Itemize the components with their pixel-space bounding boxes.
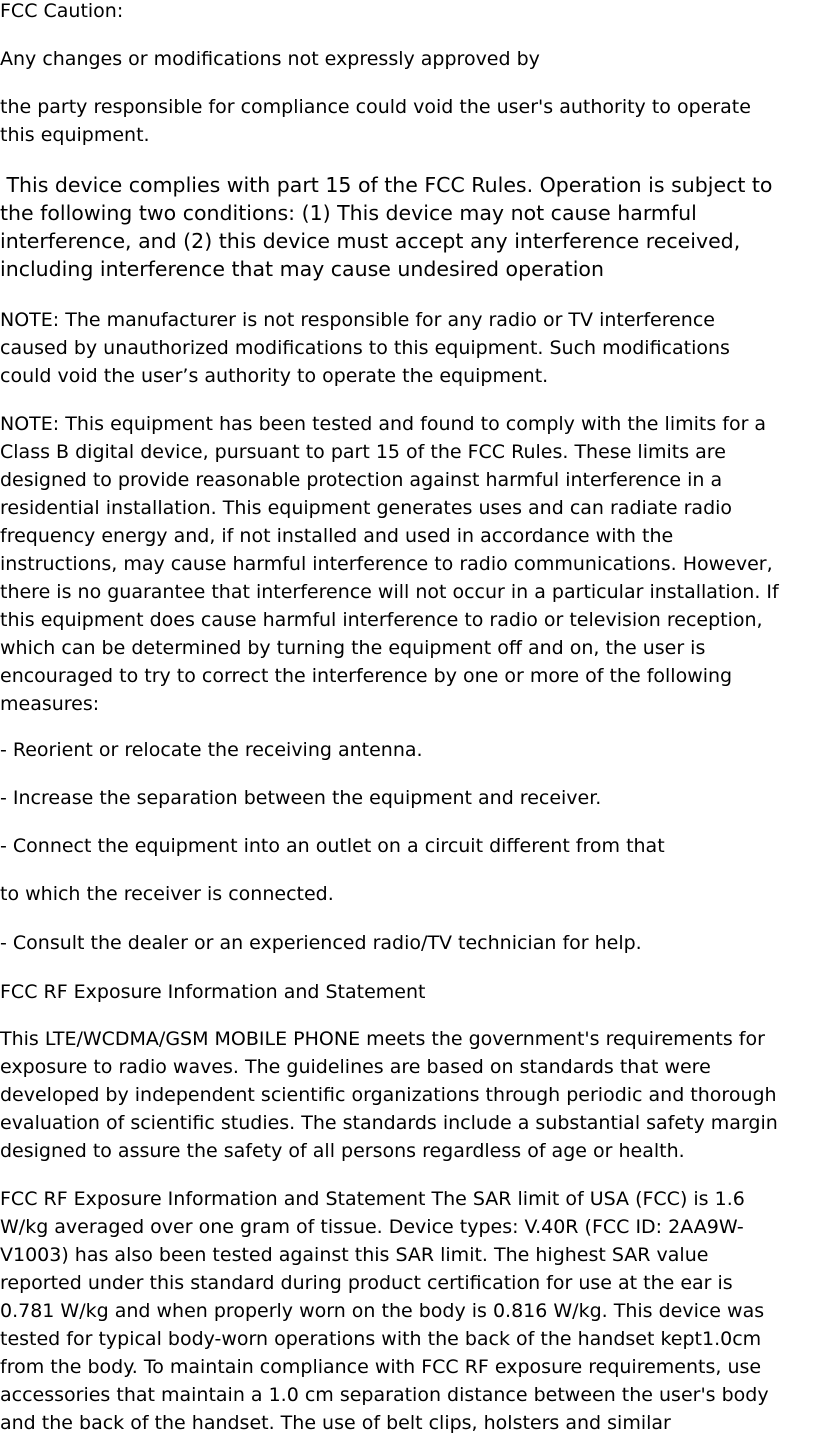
paragraph-line: this equipment does cause harmful interference to radio or television reception, <box>0 609 763 631</box>
paragraph-line: instructions, may cause harmful interference to radio communications. However, <box>0 553 773 575</box>
paragraph-line: developed by independent scientific organizations through periodic and thorough <box>0 1084 777 1106</box>
paragraph-line: NOTE: The manufacturer is not responsible for any radio or TV interference <box>0 309 715 331</box>
paragraph-line: designed to provide reasonable protection against harmful interference in a <box>0 469 723 491</box>
paragraph-line: This LTE/WCDMA/GSM MOBILE PHONE meets the government's requirements for <box>0 1028 765 1050</box>
paragraph-line: and the back of the handset. The use of belt clips, holsters and similar <box>0 1412 671 1433</box>
paragraph-line: reported under this standard during product certification for use at the ear is <box>0 1272 733 1294</box>
paragraph-line: the following two conditions: (1) This device may not cause harmful <box>0 201 697 225</box>
paragraph-line: residential installation. This equipment generates uses and can radiate radio <box>0 497 733 519</box>
paragraph-line: interference, and (2) this device must accept any interference received, <box>0 229 741 253</box>
paragraph-line: including interference that may cause undesired operation <box>0 257 604 281</box>
paragraph-line: V1003) has also been tested against this SAR limit. The highest SAR value <box>0 1244 709 1266</box>
paragraph-line: evaluation of scientific studies. The standards include a substantial safety margin <box>0 1112 778 1134</box>
paragraph-line: FCC RF Exposure Information and Statement The SAR limit of USA (FCC) is 1.6 <box>0 1188 745 1210</box>
paragraph-line: measures: <box>0 693 100 715</box>
paragraph-line: this equipment. <box>0 124 150 146</box>
paragraph-line: could void the user’s authority to operate the equipment. <box>0 365 549 387</box>
paragraph-line: tested for typical body-worn operations with the back of the handset kept1.0cm <box>0 1328 762 1350</box>
paragraph-line: This device complies with part 15 of the FCC Rules. Operation is subject to <box>0 173 773 197</box>
paragraph-line: frequency energy and, if not installed and used in accordance with the <box>0 525 674 547</box>
paragraph-line: exposure to radio waves. The guidelines are based on standards that were <box>0 1056 711 1078</box>
section-heading: FCC RF Exposure Information and Statement <box>0 981 426 1003</box>
paragraph-line: designed to assure the safety of all persons regardless of age or health. <box>0 1140 685 1162</box>
doc-title: FCC Caution: <box>0 0 124 22</box>
paragraph-line: caused by unauthorized modifications to this equipment. Such modifications <box>0 337 730 359</box>
paragraph-line: the party responsible for compliance could void the user's authority to operate <box>0 96 751 118</box>
paragraph-line: accessories that maintain a 1.0 cm separation distance between the user's body <box>0 1384 769 1406</box>
paragraph-line: NOTE: This equipment has been tested and found to comply with the limits for a <box>0 413 767 435</box>
measure-item: - Reorient or relocate the receiving antenna. <box>0 739 423 761</box>
measure-item: to which the receiver is connected. <box>0 883 334 905</box>
paragraph-line: which can be determined by turning the equipment off and on, the user is <box>0 637 706 659</box>
paragraph-line: from the body. To maintain compliance with FCC RF exposure requirements, use <box>0 1356 762 1378</box>
paragraph-line: encouraged to try to correct the interference by one or more of the following <box>0 665 733 687</box>
measure-item: - Connect the equipment into an outlet on a circuit different from that <box>0 835 665 857</box>
paragraph-line: 0.781 W/kg and when properly worn on the body is 0.816 W/kg. This device was <box>0 1300 765 1322</box>
paragraph-line: Class B digital device, pursuant to part 15 of the FCC Rules. These limits are <box>0 441 726 463</box>
paragraph-line: W/kg averaged over one gram of tissue. Device types: V.40R (FCC ID: 2AA9W- <box>0 1216 744 1238</box>
paragraph-line: there is no guarantee that interference will not occur in a particular installation. If <box>0 581 779 603</box>
measure-item: - Increase the separation between the equipment and receiver. <box>0 787 602 809</box>
paragraph-line: Any changes or modifications not expressly approved by <box>0 48 540 70</box>
measure-item: - Consult the dealer or an experienced radio/TV technician for help. <box>0 932 642 954</box>
